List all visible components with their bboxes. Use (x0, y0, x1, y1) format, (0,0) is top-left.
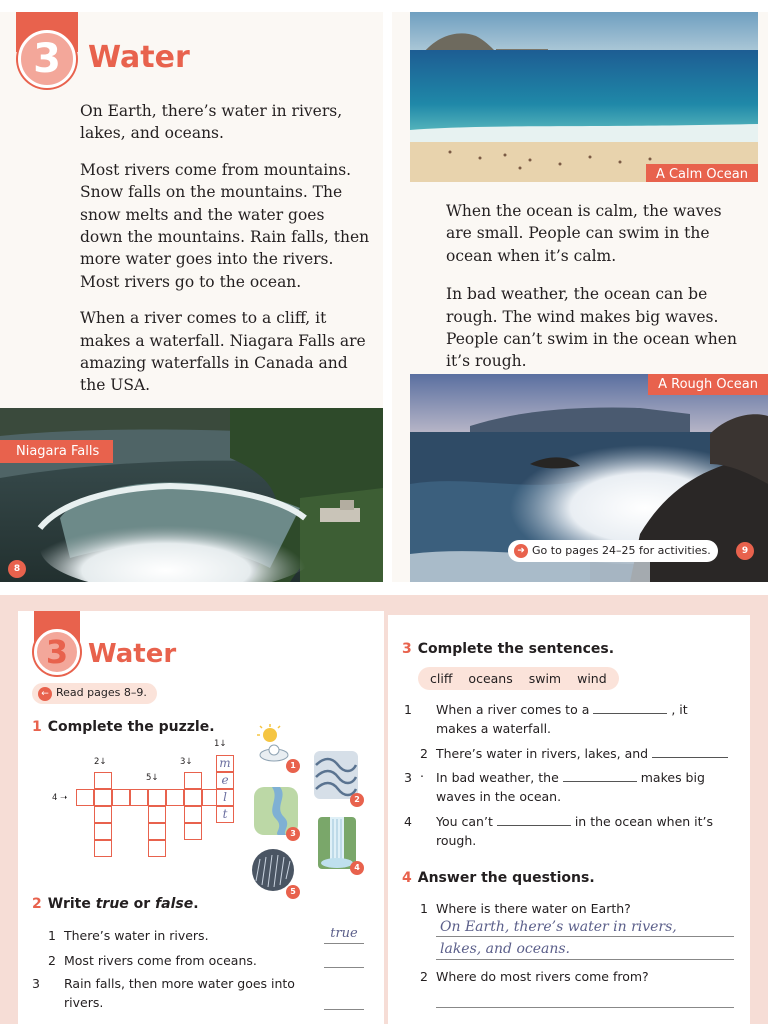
photo-caption-rough: A Rough Ocean (648, 374, 768, 395)
word-bank-word: oceans (468, 671, 513, 686)
exercise-3-heading (402, 641, 614, 657)
answer-line[interactable] (324, 943, 364, 944)
puzzle-cell[interactable] (112, 789, 130, 806)
paragraph: On Earth, there’s water in rivers, lakes, and oceans. (80, 102, 343, 143)
answer-line[interactable] (436, 936, 734, 937)
waterfall-icon (318, 817, 356, 869)
word-bank-word: cliff (430, 671, 453, 686)
arrow-right-icon: ➜ (514, 544, 528, 558)
item-text: . (420, 765, 424, 780)
question-item (420, 899, 730, 918)
puzzle-letter: m (219, 756, 231, 770)
exercise-number: 2 (32, 896, 42, 912)
item-number: 1 (404, 702, 412, 717)
fill-blank[interactable] (593, 702, 667, 714)
item-text: , it makes a waterfall. (436, 702, 688, 736)
word-bank-word: wind (577, 671, 607, 686)
picture-number: 1 (286, 759, 300, 773)
true-false-item (48, 926, 298, 945)
puzzle-cell[interactable] (94, 806, 112, 823)
exercise-4-heading (402, 870, 595, 886)
calm-ocean-photo (410, 12, 758, 182)
waves-icon (314, 751, 358, 799)
paragraph: Most rivers come from mountains. Snow falls on the mountains. The snow melts and the water goes down the mountains. Rain falls, then more water goes into the rivers. Most rivers go to the ocean. (80, 160, 370, 291)
puzzle-cell[interactable] (184, 789, 202, 806)
fill-blank[interactable] (563, 770, 637, 782)
puzzle-cell[interactable] (94, 840, 112, 857)
arrow-left-icon: ← (38, 687, 52, 701)
item-text: You can’t (436, 814, 493, 829)
puzzle-cell[interactable] (94, 772, 112, 789)
question-item (420, 967, 730, 986)
chapter-title: Water (88, 639, 177, 669)
puzzle-cell[interactable] (148, 823, 166, 840)
workbook-right-page (388, 615, 750, 1024)
puzzle-cell[interactable] (202, 789, 217, 806)
item-number: 2 (48, 953, 56, 968)
chapter-title: Water (88, 40, 190, 75)
page-8 (0, 12, 383, 582)
answer-line[interactable] (436, 1007, 734, 1008)
puzzle-cell[interactable] (184, 772, 202, 789)
item-number: 3 (404, 770, 412, 785)
picture-number: 5 (286, 885, 300, 899)
goto-text: Go to pages 24–25 for activities. (532, 544, 711, 557)
niagara-falls-image (0, 408, 383, 582)
chapter-number: 3 (45, 633, 69, 671)
puzzle-cell[interactable] (130, 789, 148, 806)
puzzle-cell[interactable] (94, 789, 112, 806)
page-number: 9 (736, 542, 754, 560)
item-text: When a river comes to a (436, 702, 590, 717)
waterfall-picture (318, 817, 356, 869)
true-false-item (32, 974, 298, 1012)
page-9 (392, 12, 768, 582)
sentence-item (404, 768, 730, 806)
puzzle-letter: l (223, 790, 227, 804)
true-false-item (48, 951, 298, 970)
picture-number: 3 (286, 827, 300, 841)
item-text: In bad weather, the (436, 770, 559, 785)
exercise-number: 3 (402, 641, 412, 657)
exercise-title-part: or (128, 896, 156, 912)
word-bank (418, 667, 619, 690)
picture-number: 2 (350, 793, 364, 807)
paragraph: When the ocean is calm, the waves are small. People can swim in the ocean when it’s calm. (446, 202, 722, 265)
answer-line[interactable] (324, 1009, 364, 1010)
body-text (80, 100, 370, 411)
exercise-title-part: false (155, 896, 194, 912)
snow-sun-picture (254, 723, 294, 763)
question-text: Where is there water on Earth? (436, 901, 631, 916)
calm-ocean-image (410, 12, 758, 182)
workbook-spread (0, 595, 768, 1024)
puzzle-cell[interactable] (184, 823, 202, 840)
exercise-title: Answer the questions. (417, 870, 595, 886)
answer-line[interactable] (324, 967, 364, 968)
puzzle-cell[interactable] (148, 840, 166, 857)
fill-blank[interactable] (497, 814, 571, 826)
photo-caption-calm: A Calm Ocean (646, 164, 758, 182)
item-number: 4 (404, 814, 412, 829)
snowman-sun-icon (254, 723, 294, 763)
puzzle-cell[interactable] (184, 806, 202, 823)
clue-label: 4 ➝ (52, 793, 68, 803)
goto-activities-banner (508, 540, 718, 562)
body-text (446, 200, 746, 387)
item-text: makes big waves in the ocean. (436, 770, 705, 804)
puzzle-cell[interactable] (94, 823, 112, 840)
rough-sea-picture (314, 751, 358, 799)
exercise-title-part: true (95, 896, 129, 912)
puzzle-cell[interactable] (76, 789, 94, 806)
paragraph: In bad weather, the ocean can be rough. The wind makes big waves. People can’t swim in the ocean when it’s rough. (446, 285, 737, 371)
picture-number: 4 (350, 861, 364, 875)
exercise-title: Complete the puzzle. (47, 719, 215, 735)
chapter-number: 3 (33, 36, 61, 82)
fill-blank[interactable] (652, 746, 728, 758)
item-text: There’s water in rivers, lakes, and (436, 746, 649, 761)
handwritten-answer: On Earth, there’s water in rivers, (440, 919, 677, 935)
chapter-number-badge (34, 629, 80, 675)
handwritten-answer: lakes, and oceans. (440, 941, 571, 957)
puzzle-cell[interactable] (148, 789, 166, 806)
rain-cloud-icon (252, 849, 294, 891)
rough-ocean-photo (410, 374, 768, 582)
item-number: 3 (32, 976, 40, 991)
question-text: Where do most rivers come from? (436, 969, 649, 984)
item-number: 2 (420, 969, 428, 984)
item-text: in the ocean when it’s rough. (436, 814, 714, 848)
clue-label: 1↓ (214, 739, 227, 749)
sentence-item (404, 700, 730, 738)
clue-label: 3↓ (180, 757, 193, 767)
exercise-1-heading (32, 719, 215, 735)
exercise-title-part: . (193, 896, 199, 912)
answer-line[interactable] (436, 959, 734, 960)
paragraph: When a river comes to a cliff, it makes a waterfall. Niagara Falls are amazing waterfalls in Canada and the USA. (80, 309, 366, 395)
puzzle-letter: e (221, 773, 229, 787)
word-bank-word: swim (528, 671, 562, 686)
clue-label: 2↓ (94, 757, 107, 767)
item-text: Most rivers come from oceans. (64, 953, 257, 968)
item-number: 1 (48, 928, 56, 943)
rain-picture (252, 849, 294, 891)
item-number: 1 (420, 901, 428, 916)
photo-caption: Niagara Falls (0, 440, 113, 463)
workbook-left-page (18, 611, 384, 1024)
exercise-number: 1 (32, 719, 42, 735)
item-number: 2 (420, 746, 428, 761)
puzzle-cell[interactable] (166, 789, 184, 806)
clue-label: 5↓ (146, 773, 159, 783)
exercise-title-part: Write (47, 896, 96, 912)
page-number: 8 (8, 560, 26, 578)
read-pages-note (32, 683, 157, 704)
item-text: There’s water in rivers. (64, 928, 209, 943)
read-note-text: Read pages 8–9. (56, 686, 147, 699)
exercise-title: Complete the sentences. (417, 641, 615, 657)
item-text: Rain falls, then more water goes into rivers. (64, 976, 295, 1010)
puzzle-cell[interactable] (148, 806, 166, 823)
answer-true: true (330, 926, 358, 941)
sentence-item (404, 812, 730, 850)
exercise-2-heading (32, 896, 199, 912)
puzzle-letter: t (222, 807, 228, 821)
niagara-falls-photo (0, 408, 383, 582)
exercise-number: 4 (402, 870, 412, 886)
chapter-number-badge (18, 30, 76, 88)
